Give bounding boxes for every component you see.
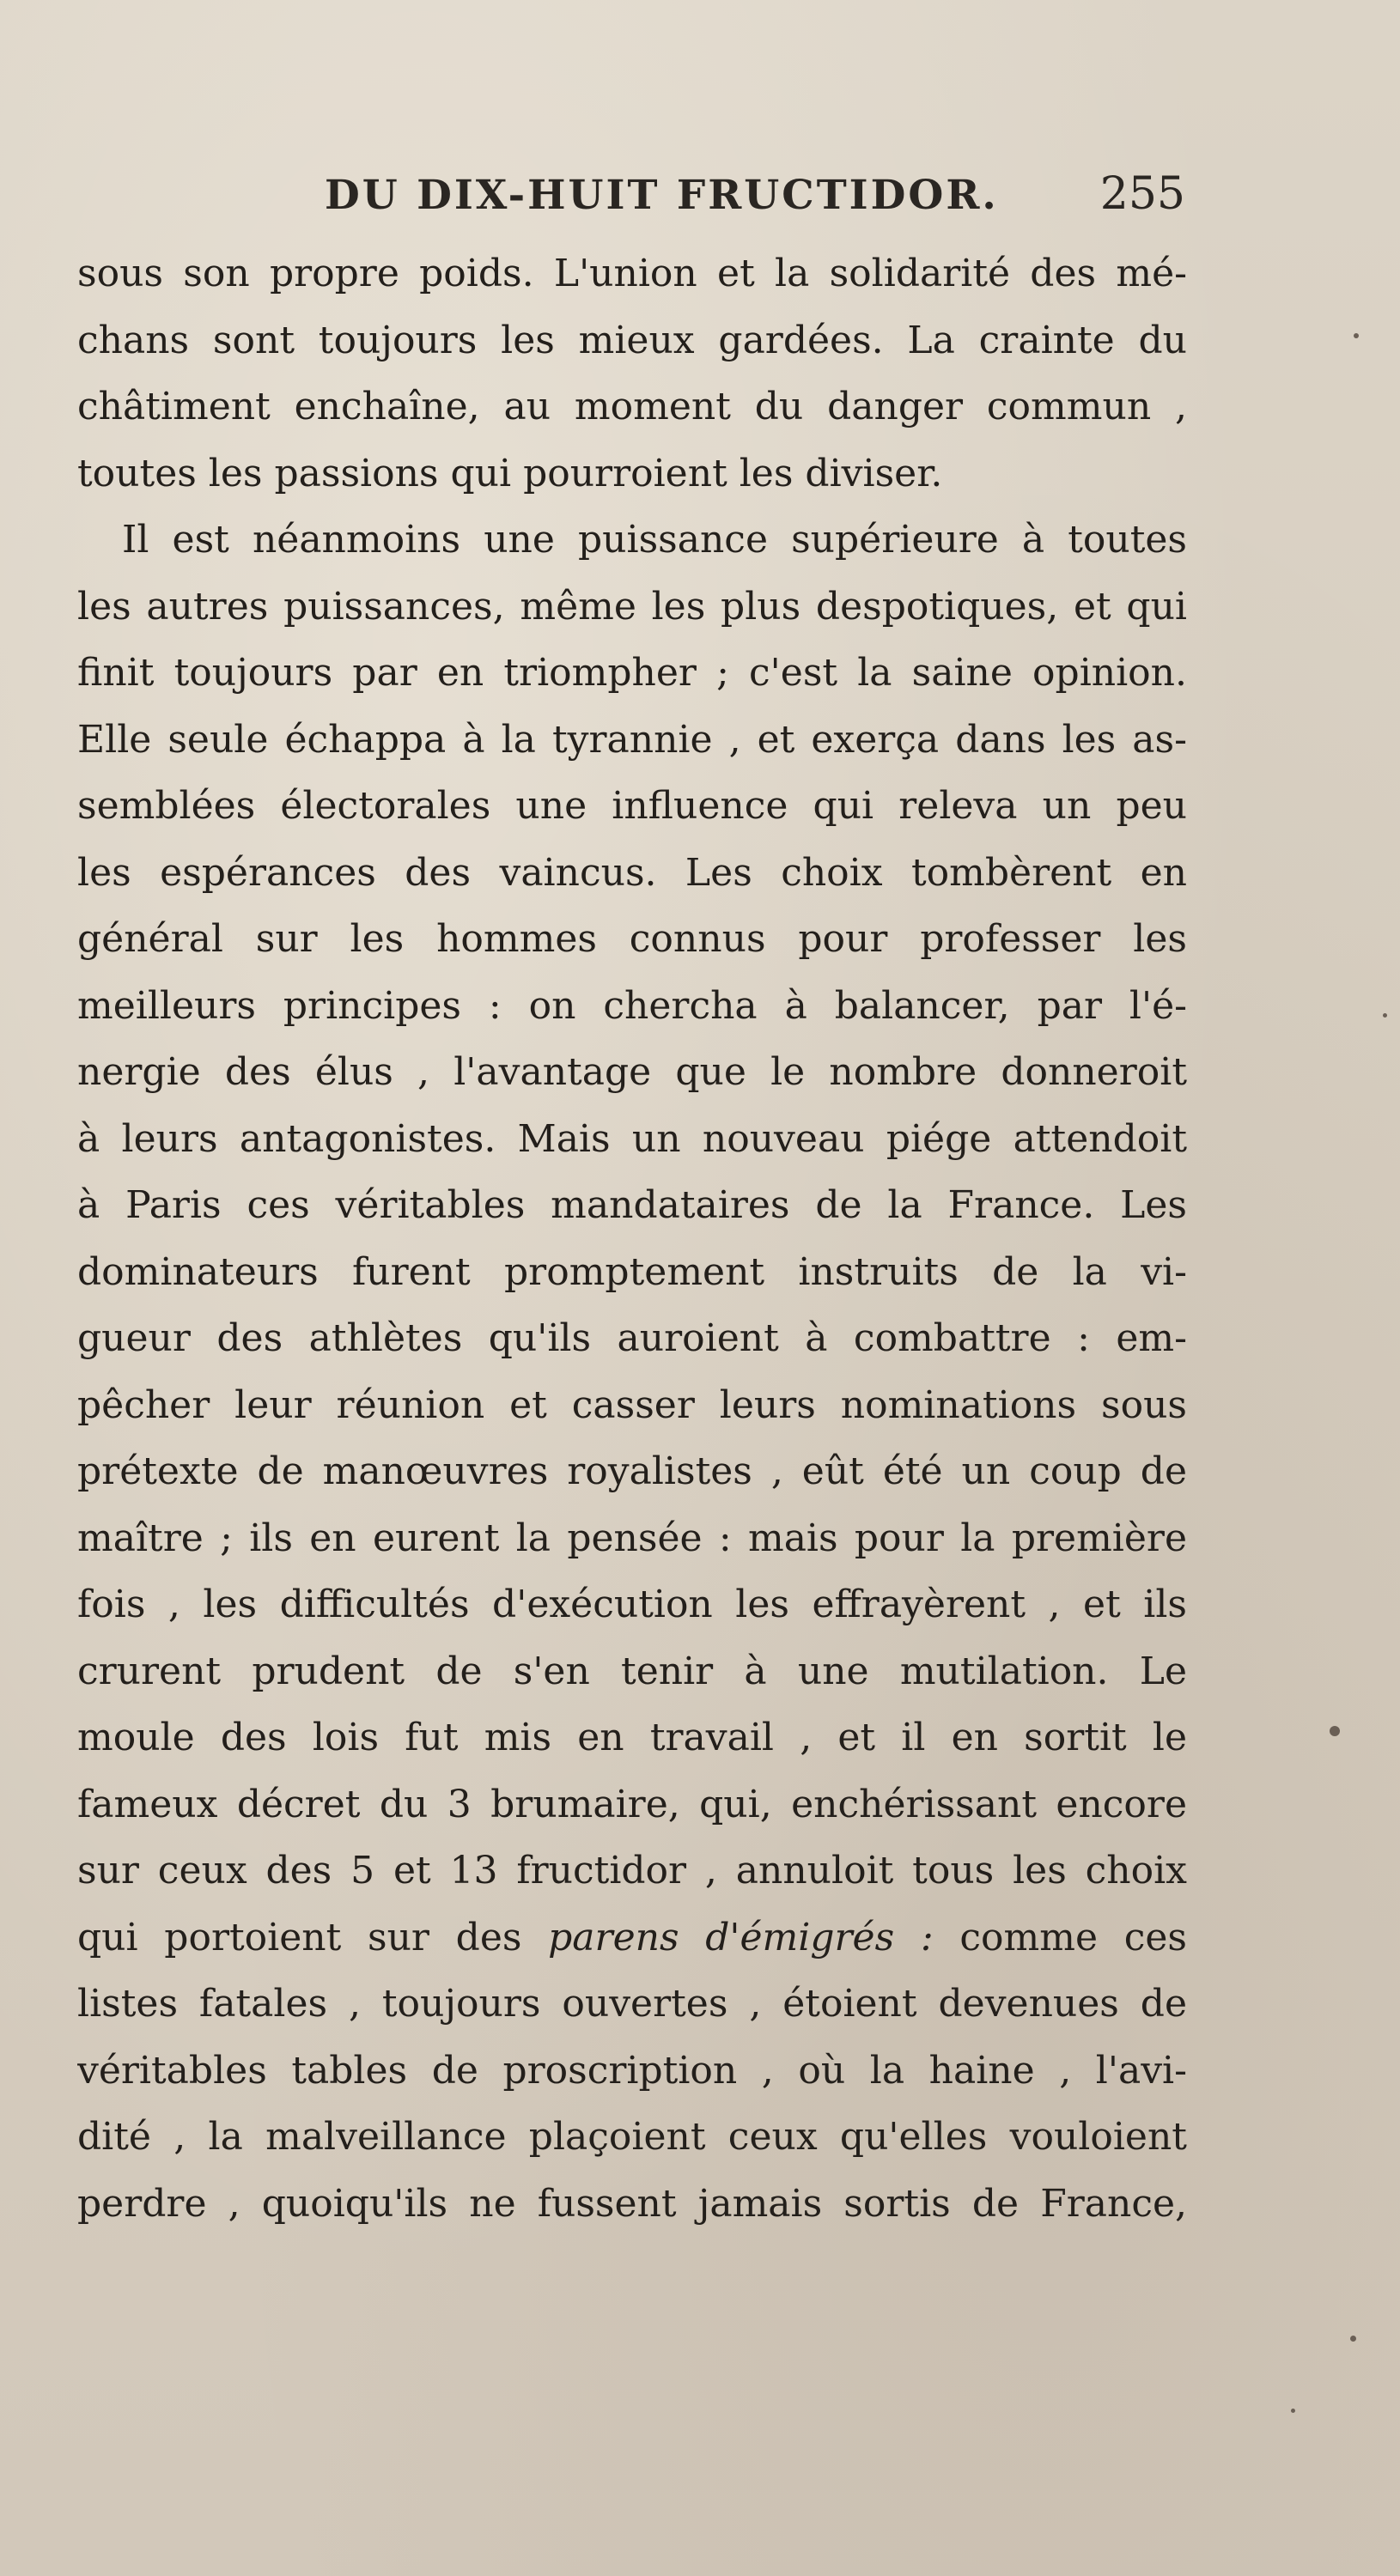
body-text bbox=[77, 240, 1187, 2237]
text-line: Elle seule échappa à la tyrannie , et exerça dans les as- bbox=[77, 717, 1187, 762]
text-line: finit toujours par en triompher ; c'est la saine opinion. bbox=[77, 651, 1187, 695]
text-line: dité , la malveillance plaçoient ceux qu'elles vouloient bbox=[77, 2115, 1187, 2159]
text-line: sur ceux des 5 et 13 fructidor , annuloit tous les choix bbox=[77, 1849, 1187, 1893]
page-number: 255 bbox=[1099, 168, 1185, 220]
page-header bbox=[77, 168, 1185, 232]
text-line: gueur des athlètes qu'ils auroient à combattre : em- bbox=[77, 1316, 1187, 1360]
text-line: maître ; ils en eurent la pensée : mais pour la première bbox=[77, 1516, 1187, 1560]
italic-phrase: parens d'émigrés : bbox=[548, 1915, 934, 1959]
text-line: meilleurs principes : on chercha à balancer, par l'é- bbox=[77, 983, 1187, 1028]
text-line: fameux décret du 3 brumaire, qui, enchérissant encore bbox=[77, 1782, 1187, 1826]
text-line: les espérances des vaincus. Les choix tombèrent en bbox=[77, 850, 1187, 895]
text-line: toutes les passions qui pourroient les diviser. bbox=[77, 451, 943, 495]
text-line: à leurs antagonistes. Mais un nouveau piége attendoit bbox=[77, 1116, 1187, 1161]
text-line: crurent prudent de s'en tenir à une mutilation. Le bbox=[77, 1649, 1187, 1693]
text-line: pêcher leur réunion et casser leurs nominations sous bbox=[77, 1382, 1187, 1427]
text-line: semblées électorales une influence qui releva un peu bbox=[77, 784, 1187, 828]
text-line-with-italic bbox=[77, 1905, 1187, 1971]
running-title: DU DIX-HUIT FRUCTIDOR. bbox=[325, 172, 999, 219]
text-line: sous son propre poids. L'union et la solidarité des mé- bbox=[77, 252, 1187, 295]
paper-spot bbox=[1350, 2336, 1356, 2342]
text-segment: comme ces bbox=[933, 1915, 1187, 1959]
text-line: chans sont toujours les mieux gardées. La crainte du bbox=[77, 318, 1187, 362]
text-line: à Paris ces véritables mandataires de la France. Les bbox=[77, 1183, 1187, 1227]
text-line: fois , les difficultés d'exécution les effrayèrent , et ils bbox=[77, 1583, 1187, 1626]
paper-spot bbox=[1354, 333, 1359, 338]
text-line: moule des lois fut mis en travail , et il en sortit le bbox=[77, 1716, 1187, 1759]
text-line: général sur les hommes connus pour professer les bbox=[77, 917, 1187, 961]
text-line: Il est néanmoins une puissance supérieure à toutes bbox=[122, 518, 1187, 562]
paper-spot bbox=[1291, 2409, 1295, 2413]
paper-spot bbox=[1330, 1726, 1340, 1736]
text-segment: qui portoient sur des bbox=[77, 1915, 549, 1959]
text-line: nergie des élus , l'avantage que le nombre donneroit bbox=[77, 1050, 1187, 1094]
text-line: châtiment enchaîne, au moment du danger commun , bbox=[77, 385, 1187, 428]
text-line: les autres puissances, même les plus despotiques, et qui bbox=[77, 584, 1187, 629]
text-line: perdre , quoiqu'ils ne fussent jamais sortis de France, bbox=[77, 2181, 1187, 2226]
text-line: prétexte de manœuvres royalistes , eût été un coup de bbox=[77, 1449, 1187, 1493]
text-line: listes fatales , toujours ouvertes , étoient devenues de bbox=[77, 1982, 1187, 2026]
text-line: véritables tables de proscription , où la haine , l'avi- bbox=[77, 2048, 1187, 2093]
paper-spot bbox=[1383, 1013, 1387, 1018]
text-line: dominateurs furent promptement instruits de la vi- bbox=[77, 1249, 1187, 1294]
